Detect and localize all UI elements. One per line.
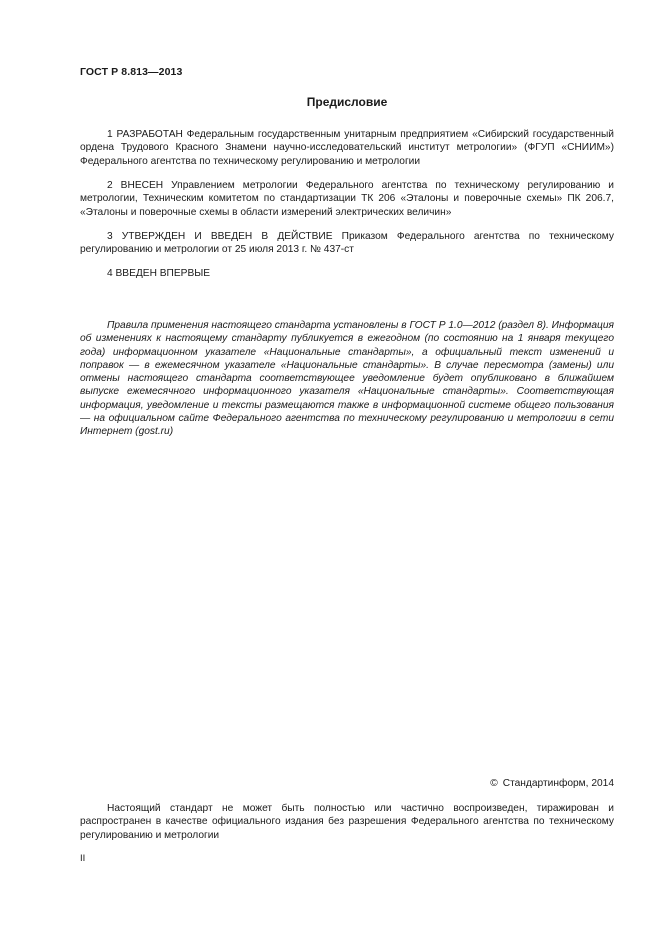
- paragraph-introduced: 4 ВВЕДЕН ВПЕРВЫЕ: [107, 268, 211, 279]
- copyright-icon: ©: [490, 778, 498, 789]
- page-number: II: [80, 853, 86, 864]
- paragraph-developed: 1 РАЗРАБОТАН Федеральным государственным унитарным предприятием «Сибирский государственный ордена Трудового Красного Знамени научно-исследовательский институт метрологии» (ФГУП «СНИИМ») Федерального агентства по техническому регулированию и метрологии: [80, 129, 614, 167]
- copyright-line: [490, 778, 614, 789]
- paragraph-submitted: 2 ВНЕСЕН Управлением метрологии Федерального агентства по техническому регулированию и метрологии, Техническим комитетом по стандартизации ТК 206 «Эталоны и поверочные схемы» ПК 206.7, «Эталоны и поверочные схемы в области измерений электрических величин»: [80, 180, 614, 218]
- reproduction-notice: Настоящий стандарт не может быть полностью или частично воспроизведен, тиражирован и распространен в качестве официального издания без разрешения Федерального агентства по техническому регулированию и метрологии: [80, 803, 614, 841]
- paragraph-approved: 3 УТВЕРЖДЕН И ВВЕДЕН В ДЕЙСТВИЕ Приказом Федерального агентства по техническому регулированию и метрологии от 25 июля 2013 г. № 437-ст: [80, 231, 614, 256]
- document-id-header: ГОСТ Р 8.813—2013: [80, 66, 183, 78]
- page-title: Предисловие: [306, 95, 388, 109]
- copyright-text: Стандартинформ, 2014: [502, 778, 614, 789]
- application-rules-note: Правила применения настоящего стандарта установлены в ГОСТ Р 1.0—2012 (раздел 8). Информация об изменениях к настоящему стандарту публикуется в ежегодном (по состоянию на 1 января текущего года) информационном указателе «Национальные стандарты», а официальный текст изменений и поправок — в ежемесячном указателе «Национальные стандарты». В случае пересмотра (замены) или отмены настоящего стандарта соответствующее уведомление будет опубликовано в ближайшем выпуске ежемесячного информационного указателя «Национальные стандарты». Соответствующая информация, уведомление и тексты размещаются также в информационной системе общего пользования — на официальном сайте Федерального агентства по техническому регулированию и метрологии в сети Интернет (gost.ru): [80, 320, 614, 438]
